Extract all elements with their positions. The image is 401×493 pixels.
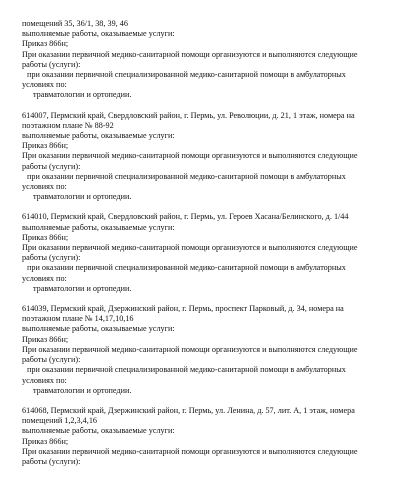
primary-care-line: При оказании первичной медико-санитарной помощи организуются и выполняются следующие <box>22 446 358 456</box>
primary-care-line-cont: работы (услуги): <box>22 253 81 263</box>
order-line: Приказ 866н; <box>22 141 69 151</box>
works-label: выполняемые работы, оказываемые услуги: <box>22 324 175 334</box>
primary-care-line-cont: работы (услуги): <box>22 59 81 69</box>
entry-block-top <box>22 19 384 101</box>
primary-care-line-cont: работы (услуги): <box>22 456 81 466</box>
address-line: помещений 35, 36/1, 38, 39, 46 <box>22 19 128 28</box>
primary-care-line-cont: работы (услуги): <box>22 355 81 365</box>
document-page <box>22 19 384 467</box>
primary-care-line: При оказании первичной медико-санитарной помощи организуются и выполняются следующие <box>22 151 358 161</box>
order-line: Приказ 866н; <box>22 436 69 446</box>
order-line: Приказ 866н; <box>22 334 69 344</box>
entry-block <box>22 212 384 294</box>
ambulatory-line: при оказании первичной специализированной медико-санитарной помощи в амбулаторных <box>27 70 346 80</box>
address-line-cont: поэтажном плане № 14,17,10,16 <box>22 314 134 324</box>
address-line: 614007, Пермский край, Свердловский район, г. Пермь, ул. Революции, д. 21, 1 этаж, номера на <box>22 110 355 120</box>
address-line-cont: поэтажном плане № 88-92 <box>22 120 114 130</box>
works-label: выполняемые работы, оказываемые услуги: <box>22 131 175 141</box>
address-line: 614010, Пермский край, Свердловский район, г. Пермь, ул. Героев Хасана/Белинского, д. 1/44 <box>22 212 349 222</box>
entry-block <box>22 111 384 203</box>
ambulatory-line: при оказании первичной специализированной медико-санитарной помощи в амбулаторных <box>27 365 346 375</box>
ambulatory-line-cont: условиях по: <box>22 80 67 90</box>
primary-care-line: При оказании первичной медико-санитарной помощи организуются и выполняются следующие <box>22 243 358 253</box>
primary-care-line-cont: работы (услуги): <box>22 161 81 171</box>
ambulatory-line-cont: условиях по: <box>22 375 67 385</box>
works-label: выполняемые работы, оказываемые услуги: <box>22 222 175 232</box>
primary-care-line: При оказании первичной медико-санитарной помощи организуются и выполняются следующие <box>22 49 358 59</box>
entry-block <box>22 304 384 396</box>
address-line: 614068, Пермский край, Дзержинский район, г. Пермь, ул. Ленина, д. 57, лит. А, 1 этаж, номера <box>22 405 355 415</box>
specialty-line: травматологии и ортопедии. <box>33 283 132 293</box>
primary-care-line: При оказании первичной медико-санитарной помощи организуются и выполняются следующие <box>22 344 358 354</box>
address-line-cont: помещений 1,2,3,4,16 <box>22 416 98 426</box>
order-line: Приказ 866н; <box>22 39 69 49</box>
specialty-line: травматологии и ортопедии. <box>33 385 132 395</box>
specialty-line: травматологии и ортопедии. <box>33 90 132 100</box>
works-label: выполняемые работы, оказываемые услуги: <box>22 426 175 436</box>
ambulatory-line-cont: условиях по: <box>22 273 67 283</box>
works-label: выполняемые работы, оказываемые услуги: <box>22 29 175 39</box>
entry-block <box>22 406 384 467</box>
ambulatory-line-cont: условиях по: <box>22 182 67 192</box>
order-line: Приказ 866н; <box>22 232 69 242</box>
address-line: 614039, Пермский край, Дзержинский район, г. Пермь, проспект Парковый, д. 34, номера на <box>22 304 344 314</box>
specialty-line: травматологии и ортопедии. <box>33 192 132 202</box>
ambulatory-line: при оказании первичной специализированной медико-санитарной помощи в амбулаторных <box>27 171 346 181</box>
ambulatory-line: при оказании первичной специализированной медико-санитарной помощи в амбулаторных <box>27 263 346 273</box>
